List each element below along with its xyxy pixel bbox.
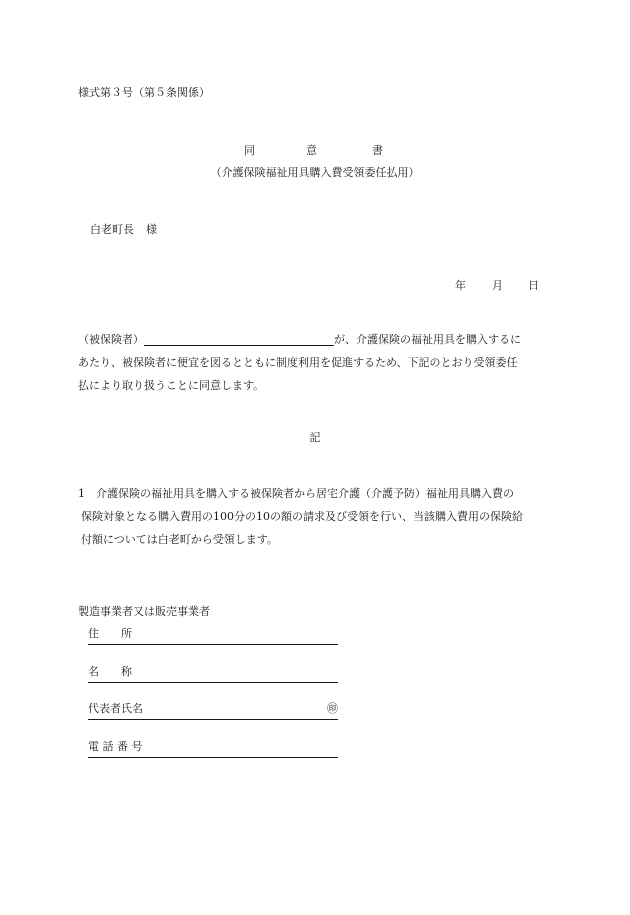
consent-line-1 bbox=[78, 328, 552, 351]
title-char-2: 意 bbox=[306, 144, 317, 157]
insured-label: （被保険者） bbox=[78, 333, 144, 346]
item-1-line-1: 1 介護保険の福祉用具を購入する被保険者から居宅介護（介護予防）福祉用具購入費の bbox=[78, 487, 514, 500]
address-label: 住 所 bbox=[88, 627, 132, 640]
seal-mark: ㊞ bbox=[327, 702, 338, 715]
consent-line-2: あたり、被保険者に便宜を図るとともに制度利用を促進するため、下記のとおり受領委任 bbox=[78, 356, 518, 369]
day-label: 日 bbox=[528, 279, 539, 292]
item-1 bbox=[78, 482, 552, 551]
insured-name-blank[interactable] bbox=[144, 331, 334, 346]
document-subtitle: （介護保険福祉用具購入費受領委任払用） bbox=[210, 166, 420, 179]
address-field[interactable] bbox=[88, 628, 338, 645]
month-label: 月 bbox=[492, 279, 503, 292]
phone-label: 電 話 番 号 bbox=[88, 740, 143, 753]
year-label: 年 bbox=[455, 279, 466, 292]
company-name-field[interactable] bbox=[88, 666, 338, 683]
vendor-label: 製造事業者又は販売事業者 bbox=[78, 605, 210, 618]
title-char-1: 同 bbox=[244, 144, 255, 157]
document-title bbox=[0, 142, 630, 158]
consent-paragraph bbox=[78, 328, 552, 397]
addressee-honorific: 様 bbox=[146, 223, 157, 236]
addressee bbox=[90, 221, 157, 237]
consent-line-3: 払により取り扱うことに同意します。 bbox=[78, 379, 265, 392]
representative-label: 代表者氏名 bbox=[88, 702, 143, 715]
addressee-name: 白老町長 bbox=[90, 223, 134, 236]
title-char-3: 書 bbox=[372, 144, 383, 157]
consent-line-1-text: が、介護保険の福祉用具を購入するに bbox=[334, 333, 521, 346]
date-row bbox=[455, 277, 555, 293]
item-1-line-2: 保険対象となる購入費用の100分の10の額の請求及び受領を行い、当該購入費用の保険給 bbox=[81, 510, 523, 523]
form-number: 様式第３号（第５条関係） bbox=[78, 86, 210, 99]
company-name-label: 名 称 bbox=[88, 665, 132, 678]
item-1-line-3: 付額については白老町から受領します。 bbox=[81, 533, 278, 546]
phone-field[interactable] bbox=[88, 741, 338, 758]
representative-field[interactable] bbox=[88, 703, 338, 720]
notes-heading: 記 bbox=[309, 431, 321, 444]
